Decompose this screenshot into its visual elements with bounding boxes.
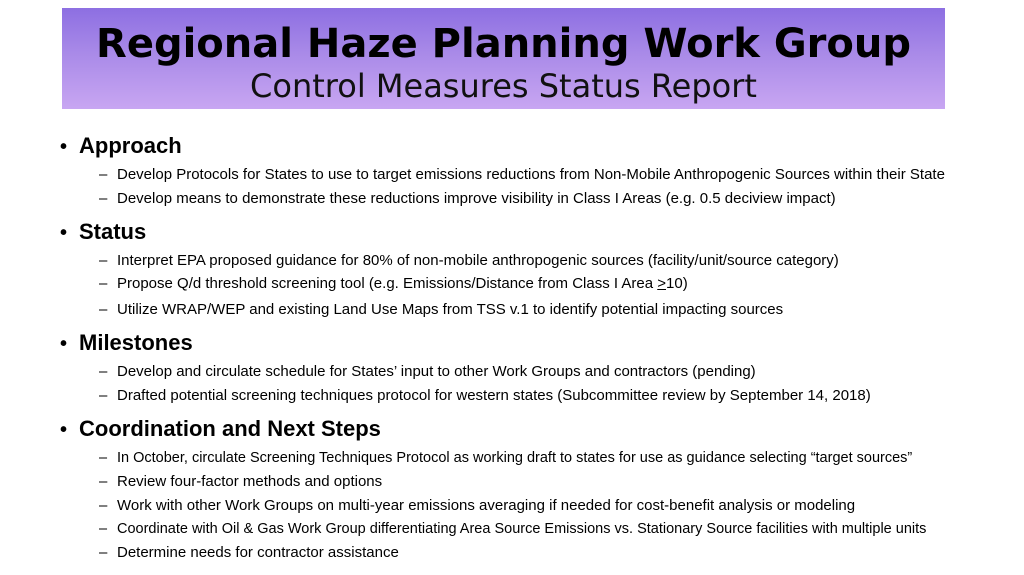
list-item-text: Develop Protocols for States to use to target emissions reductions from Non-Mobile Anthropogenic Sources within their State xyxy=(117,166,945,183)
list-item-text: Utilize WRAP/WEP and existing Land Use Maps from TSS v.1 to identify potential impacting sources xyxy=(117,301,784,318)
list-item-text: In October, circulate Screening Techniques Protocol as working draft to states for use as guidance selecting “target sources” xyxy=(117,450,913,466)
greater-equal-symbol: > xyxy=(657,275,667,292)
dash-icon: – xyxy=(99,190,108,207)
list-item xyxy=(99,362,756,382)
section-heading-coordination xyxy=(60,415,381,444)
list-item xyxy=(99,189,836,209)
list-item xyxy=(99,386,871,406)
list-item xyxy=(99,448,912,468)
section-heading-label: Coordination and Next Steps xyxy=(79,416,381,441)
section-heading-label: Approach xyxy=(79,133,182,158)
section-heading-status xyxy=(60,218,146,247)
list-item xyxy=(99,496,855,516)
list-item-text: Determine needs for contractor assistance xyxy=(117,544,399,561)
section-heading-label: Milestones xyxy=(79,330,193,355)
dash-icon: – xyxy=(99,544,108,561)
dash-icon: – xyxy=(99,473,108,490)
dash-icon: – xyxy=(99,497,108,514)
list-item xyxy=(99,519,926,539)
list-item-text-before: Propose Q/d threshold screening tool (e.g. Emissions/Distance from Class I Area xyxy=(117,275,658,292)
list-item xyxy=(99,251,839,271)
bullet-icon: • xyxy=(60,222,68,244)
list-item-text: Interpret EPA proposed guidance for 80% of non-mobile anthropogenic sources (facility/unit/source category) xyxy=(117,252,839,269)
list-item xyxy=(99,472,382,492)
list-item-text: Drafted potential screening techniques protocol for western states (Subcommittee review by September 14, 2018) xyxy=(117,387,871,404)
section-heading-label: Status xyxy=(79,219,147,244)
dash-icon: – xyxy=(99,387,108,404)
list-item xyxy=(99,274,688,294)
dash-icon: – xyxy=(99,301,108,318)
list-item xyxy=(99,543,399,563)
bullet-icon: • xyxy=(60,419,68,441)
list-item xyxy=(99,300,783,320)
dash-icon: – xyxy=(99,252,108,269)
slide-subtitle: Control Measures Status Report xyxy=(250,67,757,105)
bullet-icon: • xyxy=(60,333,68,355)
list-item xyxy=(99,165,945,185)
list-item-text: Develop and circulate schedule for States’ input to other Work Groups and contractors (pending) xyxy=(117,363,756,380)
dash-icon: – xyxy=(99,166,108,183)
list-item-text: Work with other Work Groups on multi-year emissions averaging if needed for cost-benefit analysis or modeling xyxy=(117,497,856,514)
list-item-text-after: 10) xyxy=(666,275,688,292)
list-item-text: Develop means to demonstrate these reductions improve visibility in Class I Areas (e.g. 0.5 deciview impact) xyxy=(117,190,836,207)
dash-icon: – xyxy=(99,363,108,380)
dash-icon: – xyxy=(99,450,108,466)
dash-icon: – xyxy=(99,275,108,292)
dash-icon: – xyxy=(99,521,108,537)
bullet-icon: • xyxy=(60,136,68,158)
slide-title: Regional Haze Planning Work Group xyxy=(96,21,911,67)
list-item-text: Review four-factor methods and options xyxy=(117,473,383,490)
list-item-text: Coordinate with Oil & Gas Work Group differentiating Area Source Emissions vs. Stationary Source facilities with multiple units xyxy=(117,521,927,537)
section-heading-milestones xyxy=(60,329,193,358)
section-heading-approach xyxy=(60,132,182,161)
